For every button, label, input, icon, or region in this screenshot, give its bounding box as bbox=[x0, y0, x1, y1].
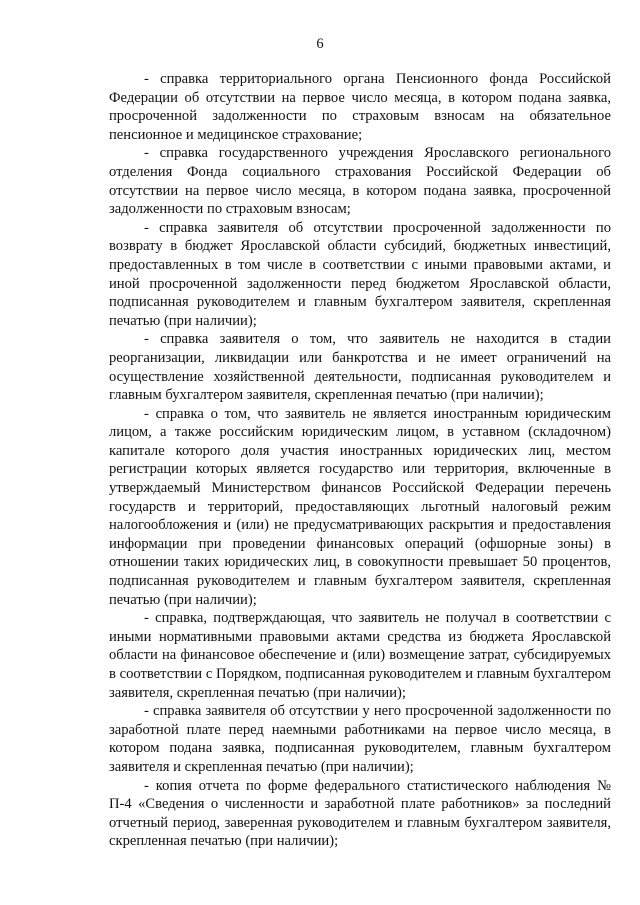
paragraph-p4-report-copy: - копия отчета по форме федерального статистического наблюдения № П-4 «Сведения о численности и заработной плате работников» за последний отчетный период, заверенная руководителем и главным бухгалтером заявителя, скрепленная печатью (при наличии); bbox=[109, 777, 611, 850]
paragraph-no-other-funds-certificate: - справка, подтверждающая, что заявитель не получал в соответствии с иными нормативными правовыми актами средства из бюджета Ярославской области на финансовое обеспечение и (или) возмещение затрат, субсидируемых в соответствии с Порядком, подписанная руководителем и главным бухгалтером заявителя, скрепленная печатью (при наличии); bbox=[109, 610, 611, 701]
paragraph-pension-fund-certificate: - справка территориального органа Пенсионного фонда Российской Федерации об отсутствии на первое число месяца, в котором подана заявка, просроченной задолженности по страховым взносам на обязательное пенсионное и медицинское страхование; bbox=[109, 71, 611, 143]
page-number: 6 bbox=[316, 36, 324, 52]
paragraph-foreign-entity-certificate: - справка о том, что заявитель не является иностранным юридическим лицом, а также российским юридическим лицом, в уставном (складочном) капитале которого доля участия иностранных юридических лиц, местом регистрации которых является государство или территория, включенные в утверждаемый Министерством финансов Российской Федерации перечень государств и территорий, предоставляющих льготный налоговый режим налогообложения и (или) не предусматривающих раскрытия и предоставления информации при проведении финансовых операций (офшорные зоны) в отношении таких юридических лиц, в совокупности превышает 50 процентов, подписанная руководителем и главным бухгалтером заявителя, скрепленная печатью (при наличии); bbox=[109, 405, 611, 608]
document-body bbox=[109, 70, 611, 851]
paragraph-budget-debt-certificate: - справка заявителя об отсутствии просроченной задолженности по возврату в бюджет Ярославской области субсидий, бюджетных инвестиций, предоставленных в том числе в соответствии с иными правовыми актами, и иной просроченной задолженности перед бюджетом Ярославской области, подписанная руководителем и главным бухгалтером заявителя, скрепленная печатью (при наличии); bbox=[109, 219, 611, 329]
paragraph-wage-arrears-certificate: - справка заявителя об отсутствии у него просроченной задолженности по заработной плате перед наемными работниками на первое число месяца, в котором подана заявка, подписанная руководителем, главным бухгалтером заявителя и скрепленная печатью (при наличии); bbox=[109, 703, 611, 775]
paragraph-reorganization-certificate: - справка заявителя о том, что заявитель не находится в стадии реорганизации, ликвидации или банкротства и не имеет ограничений на осуществление хозяйственной деятельности, подписанная руководителем и главным бухгалтером заявителя, скрепленная печатью (при наличии); bbox=[109, 331, 611, 404]
paragraph-social-insurance-certificate: - справка государственного учреждения Ярославского регионального отделения Фонда социального страхования Российской Федерации об отсутствии на первое число месяца, в котором подана заявка, просроченной задолженности по страховым взносам; bbox=[109, 145, 611, 218]
